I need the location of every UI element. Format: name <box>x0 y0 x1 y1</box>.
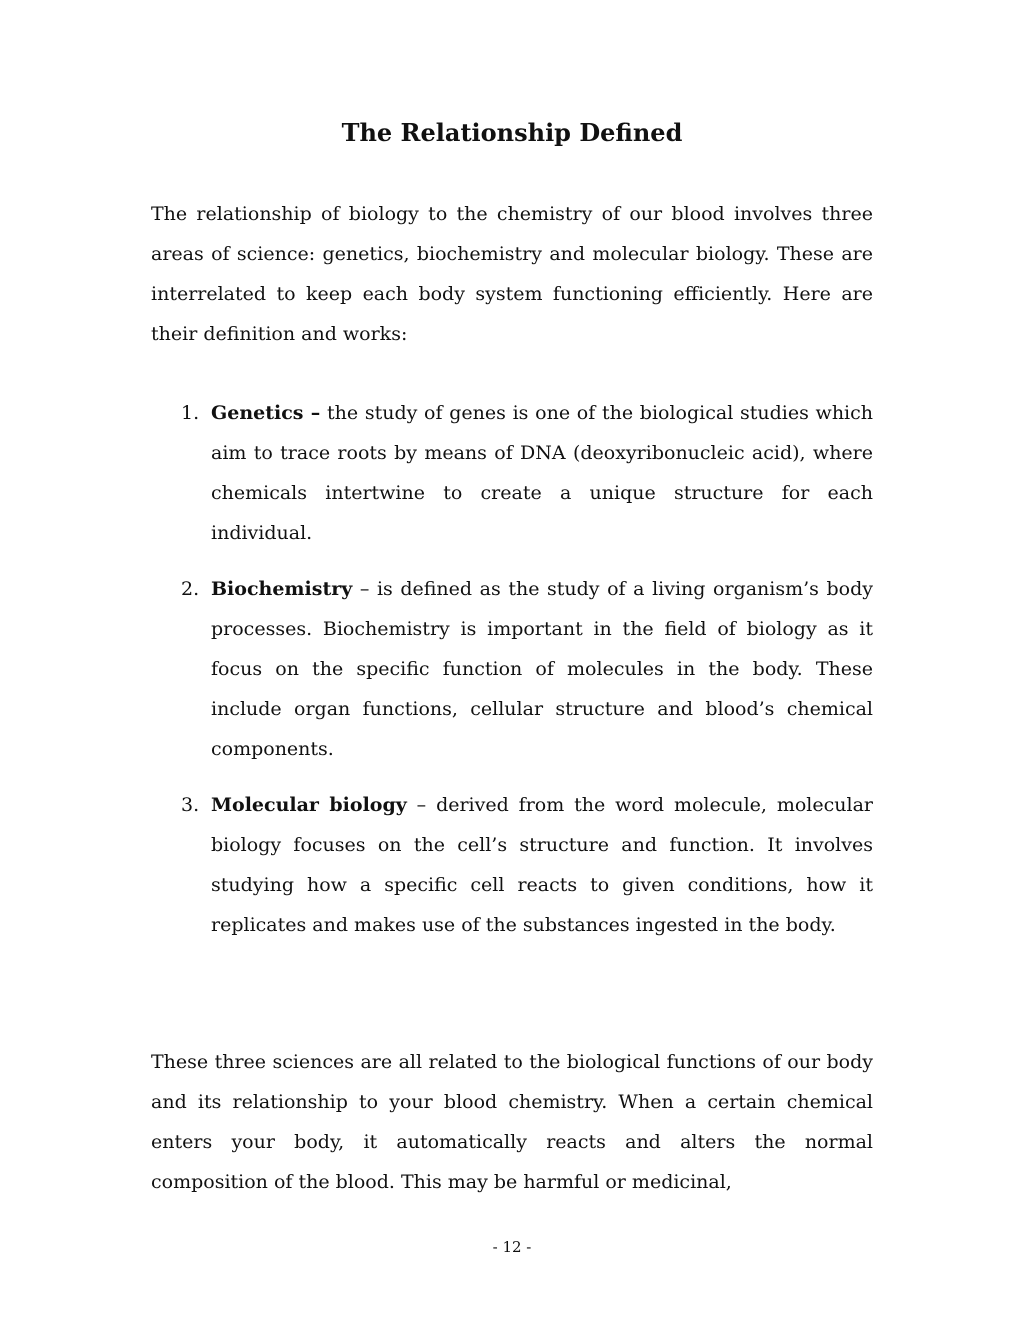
intro-paragraph: The relationship of biology to the chemistry of our blood involves three areas of science: genetics, biochemistry and molecular biology. These are interrelated to keep each body system functioning efficiently. Here are their definition and works: <box>151 203 873 345</box>
list-item-number: 1. <box>181 402 200 424</box>
closing-paragraph: These three sciences are all related to the biological functions of our body and its relationship to your blood chemistry. When a certain chemical enters your body, it automatically reacts and alters the normal composition of the blood. This may be harmful or medicinal, <box>151 1051 873 1193</box>
list-item-biochemistry <box>151 569 873 769</box>
list-item-text: – derived from the word molecule, molecular biology focuses on the cell’s structure and function. It involves studying how a specific cell reacts to given conditions, how it replicates and makes use of the substances ingested in the body. <box>211 794 873 936</box>
list-item-molecular-biology <box>151 785 873 945</box>
list-item-text: – is defined as the study of a living organism’s body processes. Biochemistry is important in the field of biology as it focus on the specific function of molecules in the body. These include organ functions, cellular structure and blood’s chemical components. <box>211 578 873 760</box>
page-number: - 12 - <box>492 1238 532 1256</box>
list-item-term: Molecular biology <box>211 794 407 816</box>
list-item-genetics <box>151 393 873 553</box>
list-item-text: the study of genes is one of the biological studies which aim to trace roots by means of DNA (deoxyribonucleic acid), where chemicals intertwine to create a unique structure for each individual. <box>211 402 874 544</box>
list-item-term: Biochemistry <box>211 578 353 600</box>
definitions-list <box>151 393 873 961</box>
list-item-term: Genetics – <box>211 402 321 424</box>
page-title: The Relationship Defined <box>341 118 683 147</box>
list-item-number: 3. <box>181 794 200 816</box>
list-item-number: 2. <box>181 578 200 600</box>
